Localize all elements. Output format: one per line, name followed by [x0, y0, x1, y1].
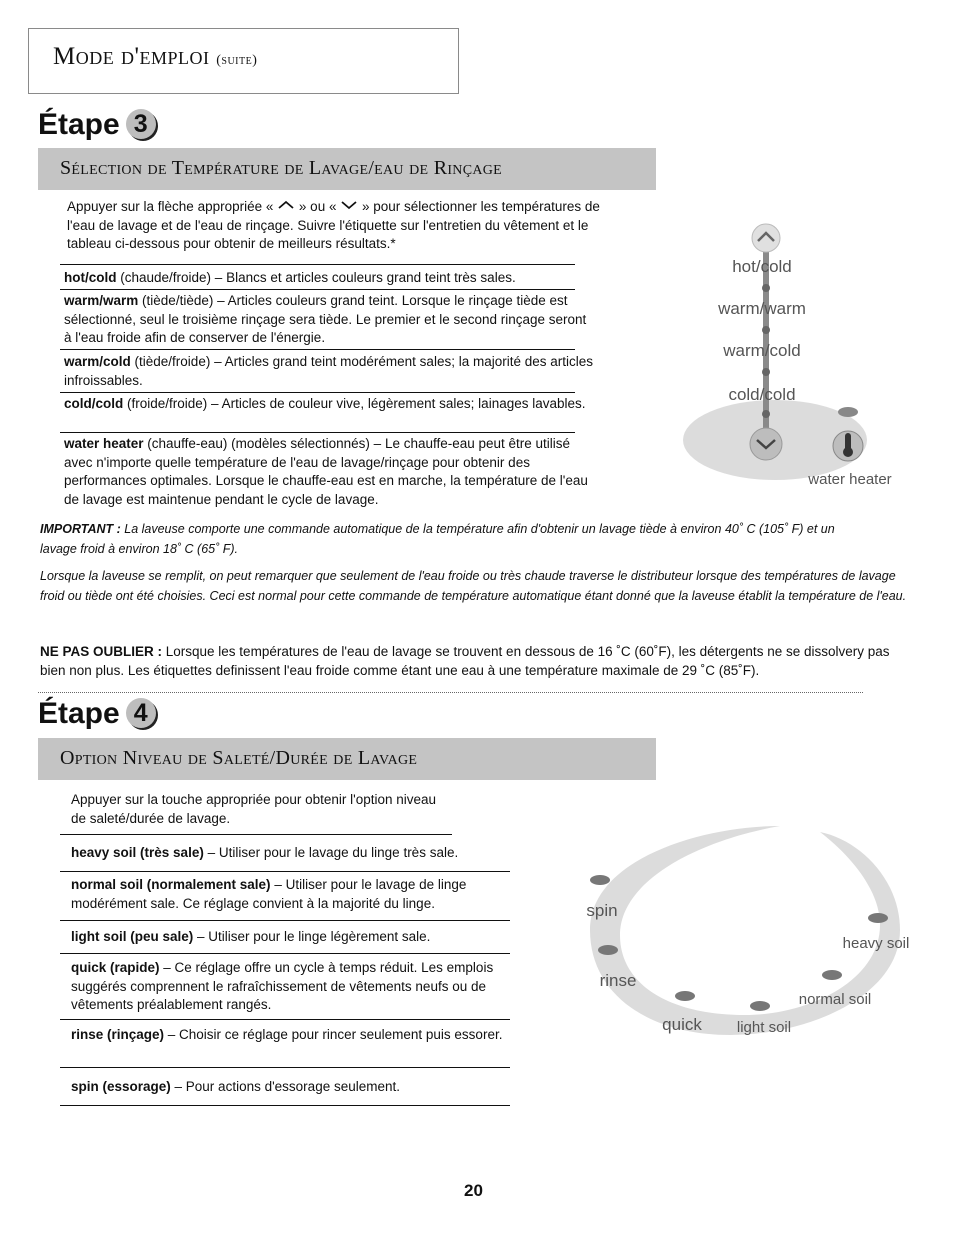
divider: [60, 1105, 510, 1106]
svg-text:spin: spin: [586, 901, 618, 920]
svg-text:cold/cold: cold/cold: [728, 385, 796, 404]
divider: [60, 349, 575, 350]
step-3-section-bar: [38, 148, 656, 190]
svg-text:warm/cold: warm/cold: [723, 341, 801, 360]
entry-warm-cold: warm/cold (tiède/froide) – Articles grand teint modérément sales; la majorité des articles infroissables.: [64, 354, 594, 388]
step-4-intro: Appuyer sur la touche appropriée pour obtenir l'option niveau de saleté/durée de lavage.: [71, 792, 437, 826]
step-4-number-badge: 4: [126, 698, 156, 728]
entry-hot-cold: hot/cold (chaude/froide) – Blancs et articles couleurs grand teint très sales.: [64, 270, 516, 285]
entry-quick: quick (rapide) – Ce réglage offre un cycle à temps réduit. Les emplois suggérés comprennent le rafraîchissement de vêtements neufs ou de vêtements préalablement rangés.: [71, 960, 494, 1012]
header-title-text: Mode d'emploi: [53, 43, 210, 70]
divider: [60, 392, 575, 393]
divider: [60, 871, 510, 872]
up-button[interactable]: [752, 224, 780, 252]
svg-text:warm/warm: warm/warm: [718, 299, 806, 318]
divider: [60, 289, 575, 290]
step-3-section-title: Sélection de Température de Lavage/eau de Rinçage: [60, 157, 503, 179]
divider: [60, 1067, 510, 1068]
entry-water-heater: water heater (chauffe-eau) (modèles sélectionnés) – Le chauffe-eau peut être utilisé avec n'importe quelle température de l'eau de lavage/rinçage pour obtenir des performances optimales. Lorsque le chauffe-eau est en marche, la température de l'eau de lavage est maintenue pendant le cycle de lavage.: [64, 436, 588, 507]
important-note: IMPORTANT : La laveuse comporte une commande automatique de la température afin d'obtenir un lavage tiède à environ 40˚ C (105˚ F) et un lavage froid à environ 18˚ C (65˚ F).: [40, 522, 835, 556]
italic-paragraph: Lorsque la laveuse se remplit, on peut remarquer que seulement de l'eau froide ou très chaude traverse le distributeur lorsque des températures de lavage froid ou tiède ont été choisies. Ceci est normal pour cette commande de température automatique étant donné que la laveuse établit la température de l'eau.: [40, 569, 907, 603]
step-4-heading: [38, 697, 156, 731]
step-3-intro: Appuyer sur la flèche appropriée « » ou « » pour sélectionner les températures de l'eau de lavage et de l'eau de rinçage. Suivre l'étiquette sur l'entretien du vêtement et le tableau ci-dessous pour obtenir de meilleurs résultats.*: [67, 199, 600, 251]
entry-spin: spin (essorage) – Pour actions d'essorage seulement.: [71, 1079, 400, 1094]
svg-text:light soil: light soil: [736, 1019, 792, 1036]
dotted-separator: [38, 692, 863, 693]
entry-light-soil: light soil (peu sale) – Utiliser pour le linge légèrement sale.: [71, 929, 431, 944]
page-title: [53, 43, 257, 71]
step-4-section-title: Option Niveau de Saleté/Durée de Lavage: [60, 747, 418, 769]
divider: [60, 264, 575, 265]
divider: [60, 953, 510, 954]
svg-text:quick: quick: [662, 1015, 702, 1034]
divider: [60, 920, 510, 921]
up-arrow-icon: [277, 200, 295, 210]
step-4-label: Étape: [38, 697, 120, 730]
down-arrow-icon: [340, 200, 358, 210]
header-box: [28, 28, 459, 94]
divider: [60, 1019, 510, 1020]
divider: [60, 432, 575, 433]
step-4-section-bar: [38, 738, 656, 780]
temperature-selector-figure: [680, 218, 910, 493]
divider: [60, 834, 452, 835]
entry-warm-warm: warm/warm (tiède/tiède) – Articles couleurs grand teint. Lorsque le rinçage tiède est sélectionné, seul le troisième rinçage sera tiède. Le premier et le second rinçage seront à l'eau froide afin de conserver de l'énergie.: [64, 293, 587, 345]
reminder-note: NE PAS OUBLIER : Lorsque les températures de l'eau de lavage se trouvent en dessous de 16 ˚C (60˚F), les détergents ne se dissolvery pas bien non plus. Les étiquettes definissent l'eau froide comme étant une eau à une température maximale de 29 ˚C (85˚F).: [40, 644, 890, 678]
svg-text:water heater: water heater: [808, 471, 892, 488]
soil-level-selector-figure: [580, 820, 910, 1050]
entry-rinse: rinse (rinçage) – Choisir ce réglage pour rincer seulement puis essorer.: [71, 1027, 503, 1042]
svg-text:normal soil: normal soil: [798, 991, 872, 1008]
down-button[interactable]: [750, 428, 782, 460]
header-subtitle: (suite): [216, 53, 258, 68]
entry-normal-soil: normal soil (normalement sale) – Utiliser pour le lavage de linge modérément sale. Ce réglage convient à la majorité du linge.: [71, 877, 467, 911]
svg-text:hot/cold: hot/cold: [732, 257, 792, 276]
entry-heavy-soil: heavy soil (très sale) – Utiliser pour le lavage du linge très sale.: [71, 845, 459, 860]
svg-text:heavy soil: heavy soil: [842, 935, 910, 952]
step-3-heading: [38, 108, 156, 142]
page-number: 20: [464, 1181, 483, 1200]
svg-text:rinse: rinse: [599, 971, 637, 990]
entry-cold-cold: cold/cold (froide/froide) – Articles de couleur vive, légèrement sales; lainages lavables.: [64, 396, 586, 411]
step-3-label: Étape: [38, 108, 120, 141]
step-3-number-badge: 3: [126, 109, 156, 139]
